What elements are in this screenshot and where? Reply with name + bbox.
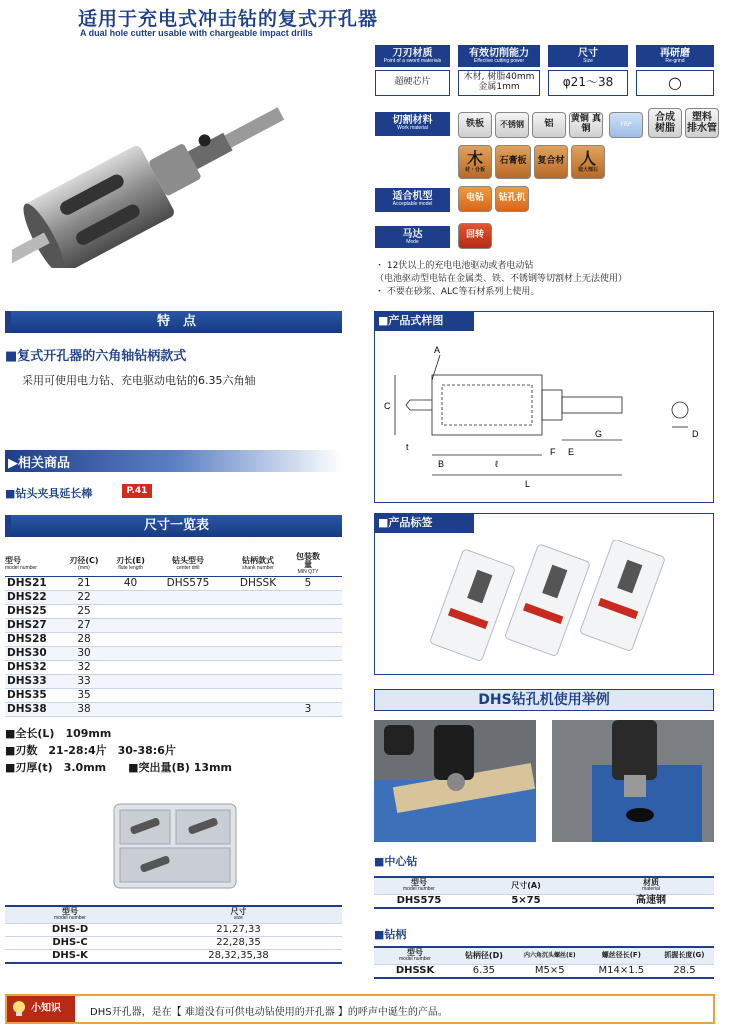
work-material-label: 切割材料 Work material (375, 112, 450, 136)
col-model: 型号 model number (5, 552, 60, 577)
mode-label: 马达 Mode (375, 226, 450, 248)
product-packages-photo (425, 540, 685, 665)
spec-head-size: 尺寸 Size (548, 45, 628, 67)
label-l-small: ℓ (495, 459, 498, 469)
spec-head-regrind: 再研磨 Re-grind (636, 45, 714, 67)
chip-marble: 人 造大理石 (571, 145, 605, 179)
chip-stainless: 不锈钢 (495, 112, 529, 138)
note-thickness: ■刃厚(t) 3.0mm ■突出量(B) 13mm (5, 761, 233, 774)
label-a: A (434, 345, 441, 355)
chip-iron: 铁板 (458, 112, 492, 138)
table-row: DHS-C 22,28,35 (5, 936, 342, 949)
acceptable-model-label: 适合机型 Acceptable model (375, 188, 450, 212)
dimension-diagram (380, 335, 710, 495)
table-row: DHS38 38 3 (5, 703, 342, 717)
note-line: ・ 12伏以上的充电电池驱动或者电动钻 (375, 261, 534, 271)
table-row: DHS-K 28,32,35,38 (5, 949, 342, 963)
note-total-length: ■全长(L) 109mm (5, 727, 112, 740)
note-line: ・ 不要在砂浆、ALC等石材系列上使用。 (375, 287, 540, 297)
label-f: F (550, 447, 556, 457)
size-notes (5, 725, 232, 776)
chip-drilling-machine: 钻孔机 (495, 186, 529, 212)
shank-table: 型号 model number 钻柄径(D) 内六角沉头螺丝(E) 螺丝径长(F) 抓握长度(G) DHSSK 6.35 M5×5 M14×1.5 28.5 (374, 946, 714, 979)
chip-aluminum: 铝 (532, 112, 566, 138)
chip-gypsum: 石膏板 (495, 145, 531, 179)
sizes-band: 尺寸一览表 (5, 515, 342, 537)
spec-value-cutting: 木材, 树脂40mm 金属1mm (458, 70, 540, 96)
table-row: DHS575 5×75 高速钢 (374, 894, 714, 908)
usage-photo-2 (552, 720, 714, 842)
chip-rotation: 回转 (458, 223, 492, 249)
col-flute: 刃长(E) flute length (108, 552, 153, 577)
table-row: DHS21 21 40 DHS575 DHSSK 5 (5, 577, 342, 591)
chip-plastic-pipe: 塑料 排水管 (685, 108, 719, 138)
spec-value-regrind: ○ (636, 70, 714, 96)
spec-value-size: φ21～38 (548, 70, 628, 96)
table-row: DHS33 33 (5, 675, 342, 689)
footer-tag: 小知识 (7, 996, 75, 1022)
chip-composite: 复合材 (534, 145, 568, 179)
table-row: DHS28 28 (5, 633, 342, 647)
shank-heading: ■钻柄 (374, 928, 407, 941)
col-diameter: 刃径(C) (mm) (60, 552, 108, 577)
related-heading: ▶相关商品 (8, 456, 70, 471)
label-b: B (438, 459, 445, 469)
table-row: DHS22 22 (5, 591, 342, 605)
table-row: DHS27 27 (5, 619, 342, 633)
size-table (5, 552, 342, 717)
set-col-size: 尺寸 size (230, 907, 247, 922)
spec-head-cutting: 有效切削能力 Effective cutting power (458, 45, 540, 67)
set-table (5, 905, 342, 964)
features-band: 特 点 (5, 311, 342, 333)
related-page-link[interactable]: P.41 (122, 484, 152, 498)
table-row: DHS35 35 (5, 689, 342, 703)
hole-cutter-photo (12, 58, 342, 268)
usage-notes (375, 260, 627, 299)
chip-frp: FRP (609, 112, 643, 138)
set-case-photo (110, 800, 240, 892)
usage-band: DHS钻孔机使用举例 (374, 689, 714, 711)
label-t: t (406, 442, 409, 452)
note-blade-count: ■刃数 21-28:4片 30-38:6片 (5, 744, 176, 757)
features-text: 采用可使用电力钻、充电驱动电钻的6.35六角轴 (22, 374, 256, 387)
product-label-title: ■产品标签 (374, 513, 474, 533)
label-l: L (525, 479, 531, 489)
lightbulb-icon (11, 1000, 27, 1018)
footer-text: DHS开孔器，是在【 难道没有可供电动钻使用的开孔器 】的呼声中诞生的产品。 (90, 1007, 448, 1018)
features-heading: ■复式开孔器的六角轴钻柄款式 (5, 349, 187, 364)
table-row: DHS-D 21,27,33 (5, 923, 342, 936)
table-row: DHSSK 6.35 M5×5 M14×1.5 28.5 (374, 964, 714, 978)
table-row: DHS32 32 (5, 661, 342, 675)
center-drill-table: 型号 model number 尺寸(A) 材质 material DHS575 5×75 高速钢 (374, 876, 714, 909)
note-line: （电池驱动型电钻在金属类、铁、不锈钢等切割材上无法使用） (375, 274, 628, 284)
col-qty: 包装数量 MIN QTY (293, 552, 323, 577)
spec-head-material: 刀刃材质 Point of a sword materials (375, 45, 450, 67)
label-e: E (568, 447, 575, 457)
chip-wood: 木 材・合板 (458, 145, 492, 179)
label-c: C (384, 401, 391, 411)
table-row: DHS30 30 (5, 647, 342, 661)
page-subtitle: A dual hole cutter usable with chargeable impact drills (80, 28, 313, 38)
label-g: G (595, 429, 603, 439)
page-title: 适用于充电式冲击钻的复式开孔器 (78, 8, 379, 30)
spec-value-material: 超硬芯片 (375, 70, 450, 96)
chip-brass: 黄铜 真铜 (569, 112, 603, 138)
chip-electric-drill: 电钻 (458, 186, 492, 212)
chip-synthetic-resin: 合成 树脂 (648, 108, 682, 138)
related-item: ■钻头夹具延长棒 (5, 487, 93, 500)
label-d: D (692, 429, 699, 439)
table-row: DHS25 25 (5, 605, 342, 619)
col-shank: 钻柄款式 shank number (223, 552, 293, 577)
col-center-drill: 钻头型号 center drill (153, 552, 223, 577)
usage-photo-1 (374, 720, 536, 842)
center-drill-heading: ■中心钻 (374, 855, 418, 868)
set-col-model: 型号 model number (54, 907, 86, 922)
diagram-title: ■产品式样图 (374, 311, 474, 331)
